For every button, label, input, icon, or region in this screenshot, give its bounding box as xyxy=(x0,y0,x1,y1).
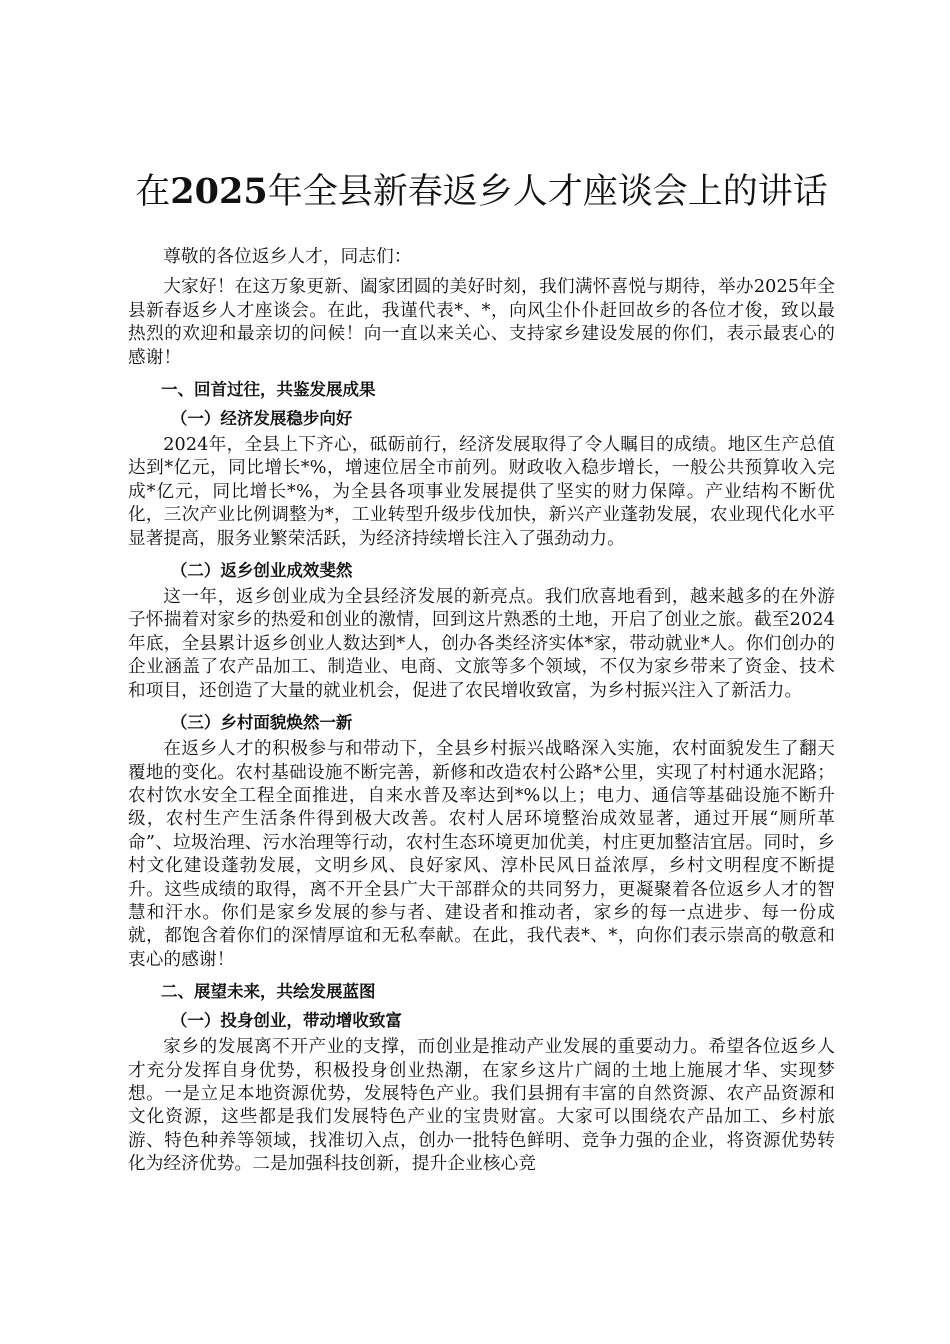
title-prefix: 在 xyxy=(135,172,171,212)
subsection-heading-1-2: （二）返乡创业成效斐然 xyxy=(170,561,353,581)
paragraph-economy: 2024年，全县上下齐心，砥砺前行，经济发展取得了令人瞩目的成绩。地区生产总值达到*亿元，同比增长*%，增速位居全市前列。财政收入稳步增长，一般公共预算收入完成*亿元，同比增长*%，为全县各项事业发展提供了坚实的财力保障。产业结构不断优化，三次产业比例调整为*，工业转型升级步伐加快，新兴产业蓬勃发展，农业现代化水平显著提高，服务业繁荣活跃，为经济持续增长注入了强劲动力。 xyxy=(128,435,835,549)
paragraph-entrepreneurship: 这一年，返乡创业成为全县经济发展的新亮点。我们欣喜地看到，越来越多的在外游子怀揣着对家乡的热爱和创业的激情，回到这片熟悉的土地，开启了创业之旅。截至2024年底，全县累计返乡创业人数达到*人，创办各类经济实体*家，带动就业*人。你们创办的企业涵盖了农产品加工、制造业、电商、文旅等多个领域，不仅为家乡带来了资金、技术和项目，还创造了大量的就业机会，促进了农民增收致富，为乡村振兴注入了新活力。 xyxy=(128,587,835,701)
paragraph-rural: 在返乡人才的积极参与和带动下，全县乡村振兴战略深入实施，农村面貌发生了翻天覆地的变化。农村基础设施不断完善，新修和改造农村公路*公里，实现了村村通水泥路；农村饮水安全工程全面推进，自来水普及率达到*%以上；电力、通信等基础设施不断升级，农村生产生活条件得到极大改善。农村人居环境整治成效显著，通过开展“厕所革命”、垃圾治理、污水治理等行动，农村生态环境更加优美，村庄更加整洁宜居。同时，乡村文化建设蓬勃发展，文明乡风、良好家风、淳朴民风日益浓厚，乡村文明程度不断提升。这些成绩的取得，离不开全县广大干部群众的共同努力，更凝聚着各位返乡人才的智慧和汗水。你们是家乡发展的参与者、建设者和推动者，家乡的每一点进步、每一份成就，都饱含着你们的深情厚谊和无私奉献。在此，我代表*、*，向你们表示崇高的敬意和衷心的感谢！ xyxy=(128,739,835,970)
section-heading-1: 一、回首过往，共鉴发展成果 xyxy=(161,380,376,400)
document-page xyxy=(128,0,835,1177)
title-suffix: 年全县新春返乡人才座谈会上的讲话 xyxy=(267,172,828,212)
page-title xyxy=(124,170,839,214)
document-body xyxy=(128,246,835,1177)
subsection-heading-2-1: （一）投身创业，带动增收致富 xyxy=(170,1011,402,1031)
paragraph-startup: 家乡的发展离不开产业的支撑，而创业是推动产业发展的重要动力。希望各位返乡人才充分发挥自身优势，积极投身创业热潮，在家乡这片广阔的土地上施展才华、实现梦想。一是立足本地资源优势，发展特色产业。我们县拥有丰富的自然资源、农产品资源和文化资源，这些都是我们发展特色产业的宝贵财富。大家可以围绕农产品加工、乡村旅游、特色种养等领域，找准切入点，创办一批特色鲜明、竞争力强的企业，将资源优势转化为经济优势。二是加强科技创新，提升企业核心竞 xyxy=(128,1037,835,1175)
intro-paragraph: 大家好！在这万象更新、阖家团圆的美好时刻，我们满怀喜悦与期待，举办2025年全县新春返乡人才座谈会。在此，我谨代表*、*，向风尘仆仆赶回故乡的各位才俊，致以最热烈的欢迎和最亲切的问候！向一直以来关心、支持家乡建设发展的你们，表示最衷心的感谢！ xyxy=(128,277,835,368)
salutation: 尊敬的各位返乡人才，同志们： xyxy=(163,247,412,267)
title-year: 2025 xyxy=(170,171,268,212)
subsection-heading-1-3: （三）乡村面貌焕然一新 xyxy=(170,713,353,733)
section-heading-2: 二、展望未来，共绘发展蓝图 xyxy=(161,982,376,1002)
subsection-heading-1-1: （一）经济发展稳步向好 xyxy=(170,409,353,429)
